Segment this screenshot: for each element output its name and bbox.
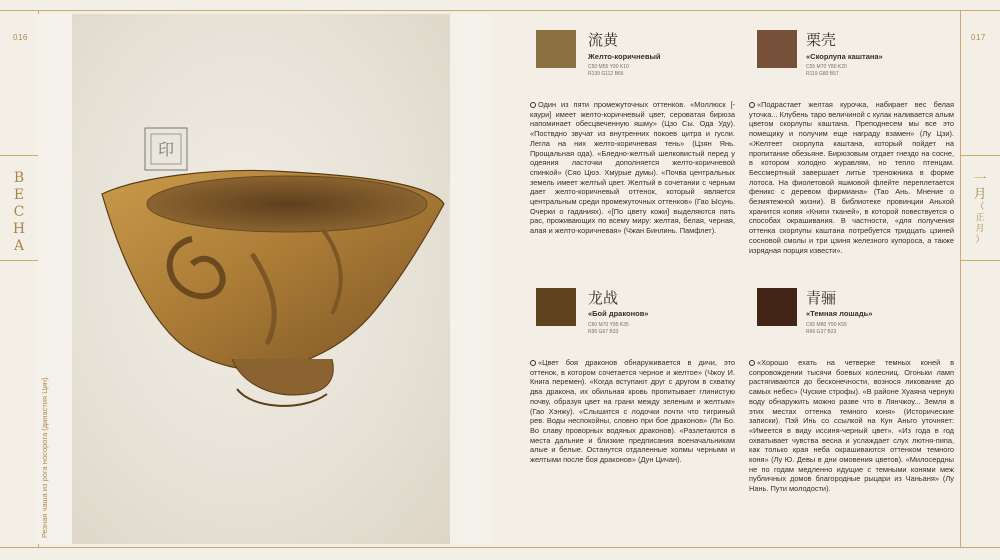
right-tab-rule-top	[960, 155, 1000, 156]
entry-2-rgb: R119 G80 B57	[806, 70, 839, 77]
month-sub-char: （	[975, 202, 985, 212]
entry-4-rgb: R66 G37 B23	[806, 328, 837, 335]
bullet-icon	[749, 360, 755, 366]
entry-4-body: «Хорошо ехать на четверке темных коней в сопровождении тысячи боевых колесниц. Огоньки ламп растягиваются до бесконечности, вознося ликование до самых небес» (Чуские строфы). «В районе Хуаяна черную воду обнаружить можно разве что в Лянчжоу... Земля в этих местах оттенка темного коня» (Исторические записки). Пэй Инь со ссылкой на Кун Аньго уточняет: «Имеется в виду иссиня-черный цвет». «Из года в год охватывает чувства весна и услаждает слух лютня-пипа, как только края неба окрашиваются оттенком темного коня» (Лу Ю. Девы в дни омовения цветов). «Милосердны не по годам медленно идущие с темными конями меж публичных домов благородные рыцари из Чаньаня» (Лу Нань. Пути молодости).	[749, 358, 954, 494]
entry-1-body: Один из пяти промежуточных оттенков. «Моллюск [-каури] имеет желто-коричневый цвет, сероватая бирюза напоминает обесцвеченную яшму» (Цзо Сы. Ода Уду). «Поствдно звучат из внутренних покоев цитра и гусли. Легла на них желто-коричневая тень» (Цзян Янь. Прощальная ода). «Бледно-желтый шелковистый перед у одеяния ласточки дополняется желто-коричневой спинкой» (Сяо Цюэ. Хмурые думы). «Почва центральных земель имеет желтый цвет. Желтый в сочетании с черным дает желто-коричневый оттенок, который является центральным среди промежуточных оттенков» (Гао Ысунь. Очерки о гаданиях). «[По цвету кожи] выделяются пять рас, проживающих по всему миру: желтая, белая, черная, алая и желто-коричневая» (Чжан Бинлинь. Памфлет).	[530, 100, 735, 236]
entry-1-rgb: R139 G112 B66	[588, 70, 624, 77]
entry-1-text	[530, 100, 735, 236]
month-sub-char: 月	[975, 224, 985, 234]
entry-3-name: «Бой драконов»	[588, 309, 649, 318]
entry-4-name: «Темная лошадь»	[806, 309, 873, 318]
bullet-icon	[530, 102, 536, 108]
entry-1-codes	[588, 64, 629, 77]
bottom-rule	[0, 547, 1000, 548]
entry-3-hanzi: 龙战	[588, 289, 619, 307]
entry-4-hanzi: 青骊	[806, 289, 837, 307]
entry-2-text	[749, 100, 954, 255]
entry-2-codes	[806, 64, 847, 77]
bullet-icon	[749, 102, 755, 108]
image-caption: Резная чаша из рога носорога (династия Цин)	[40, 377, 49, 538]
swatch-4	[757, 288, 797, 326]
entry-3-cmyk: C60 M70 Y95 K35	[588, 322, 629, 328]
season-letter: В	[13, 170, 25, 186]
folio-right: 017	[971, 33, 986, 42]
entry-3-body: «Цвет боя драконов обнаруживается в дичи, это оттенок, в котором сочетается черное и желтое» (Чжоу И. Книга перемен). «Когда вступают друг с другом в схватку два дракона, их обильная кровь пропитывает глинистую почву, образуя цвет на грани между зеленым и желтым» (Гао Хэнжу). «Слышится с лодочки почти что тигриный рев. Воды неспокойны, словно при бое драконов» (Ли Бо. Во славу проворных водяных драконов). «Разлетаются в места дальние и близкие предписания военачальникам алые и белые. Останутся отдаленные холмы черными и желтыми после боя драконов» (Дун Цичан).	[530, 358, 735, 465]
entry-3-codes	[588, 322, 629, 335]
swatch-1	[536, 30, 576, 68]
month-sub-char: ）	[975, 235, 985, 245]
season-letter: Е	[13, 187, 25, 203]
season-letter: С	[13, 204, 25, 220]
entry-4-codes	[806, 322, 847, 335]
season-letter: А	[13, 238, 25, 254]
swatch-3	[536, 288, 576, 326]
right-margin-rule	[960, 10, 961, 547]
entry-1-name: Желто-коричневый	[588, 52, 661, 61]
entry-2-hanzi: 栗壳	[806, 31, 837, 49]
seal-mark: 印	[157, 140, 175, 159]
entry-3-text	[530, 358, 735, 465]
entry-2-name: «Скорлупа каштана»	[806, 52, 883, 61]
entry-1-cmyk: C50 M55 Y90 K10	[588, 64, 629, 70]
month-char: 一	[973, 172, 987, 187]
entry-2-body: «Подрастает желтая курочка, набирает вес белая уточка... Клубень таро величиной с кулак наливается алым цветом скорлупы каштана. Преподнесем мы все это помещику и получим еще награду взамен» (Лу Цзи). «Желтеет скорлупа каштана, который пойдет на пропитание обезьяне. Бирюзовым отдает гнездо на сосне, в котором холодно журавлям, но тепло птенцам. Бессмертный завершает литье треножника в форме лотоса. На фиолетовой яшмовой флейте переплетается феникс с деревом фирмиана» (Тао Ань. Мнение о безмятежной жизни). В библиотеке провинции Аньхой хранится копия «Книги тканей», в которой повествуется о способах окрашивания. В частности, «для получения оттенка скорлупы каштана потребуется тридцать цзиней сосновой смолы и три цзиня железного купороса, а также изрядная порция извести».	[749, 100, 954, 255]
season-letter: Н	[12, 221, 26, 237]
illustration-panel	[72, 14, 450, 544]
swatch-2	[757, 30, 797, 68]
left-tab-rule-top	[0, 155, 38, 156]
left-tab-rule-bottom	[0, 260, 38, 261]
right-tab-rule-bottom	[960, 260, 1000, 261]
month-label	[972, 172, 988, 246]
entry-1-hanzi: 流黄	[588, 31, 619, 49]
entry-3-rgb: R95 G67 B33	[588, 328, 619, 335]
month-sub-char: 正	[975, 213, 985, 223]
season-label	[11, 170, 27, 255]
month-char: 月	[973, 187, 987, 202]
bullet-icon	[530, 360, 536, 366]
top-rule	[0, 10, 1000, 11]
rhino-horn-cup-image	[72, 14, 450, 544]
folio-left: 016	[13, 33, 28, 42]
entry-4-text	[749, 358, 954, 494]
entry-4-cmyk: C65 M80 Y90 K55	[806, 322, 847, 328]
entry-2-cmyk: C55 M70 Y80 K20	[806, 64, 847, 70]
